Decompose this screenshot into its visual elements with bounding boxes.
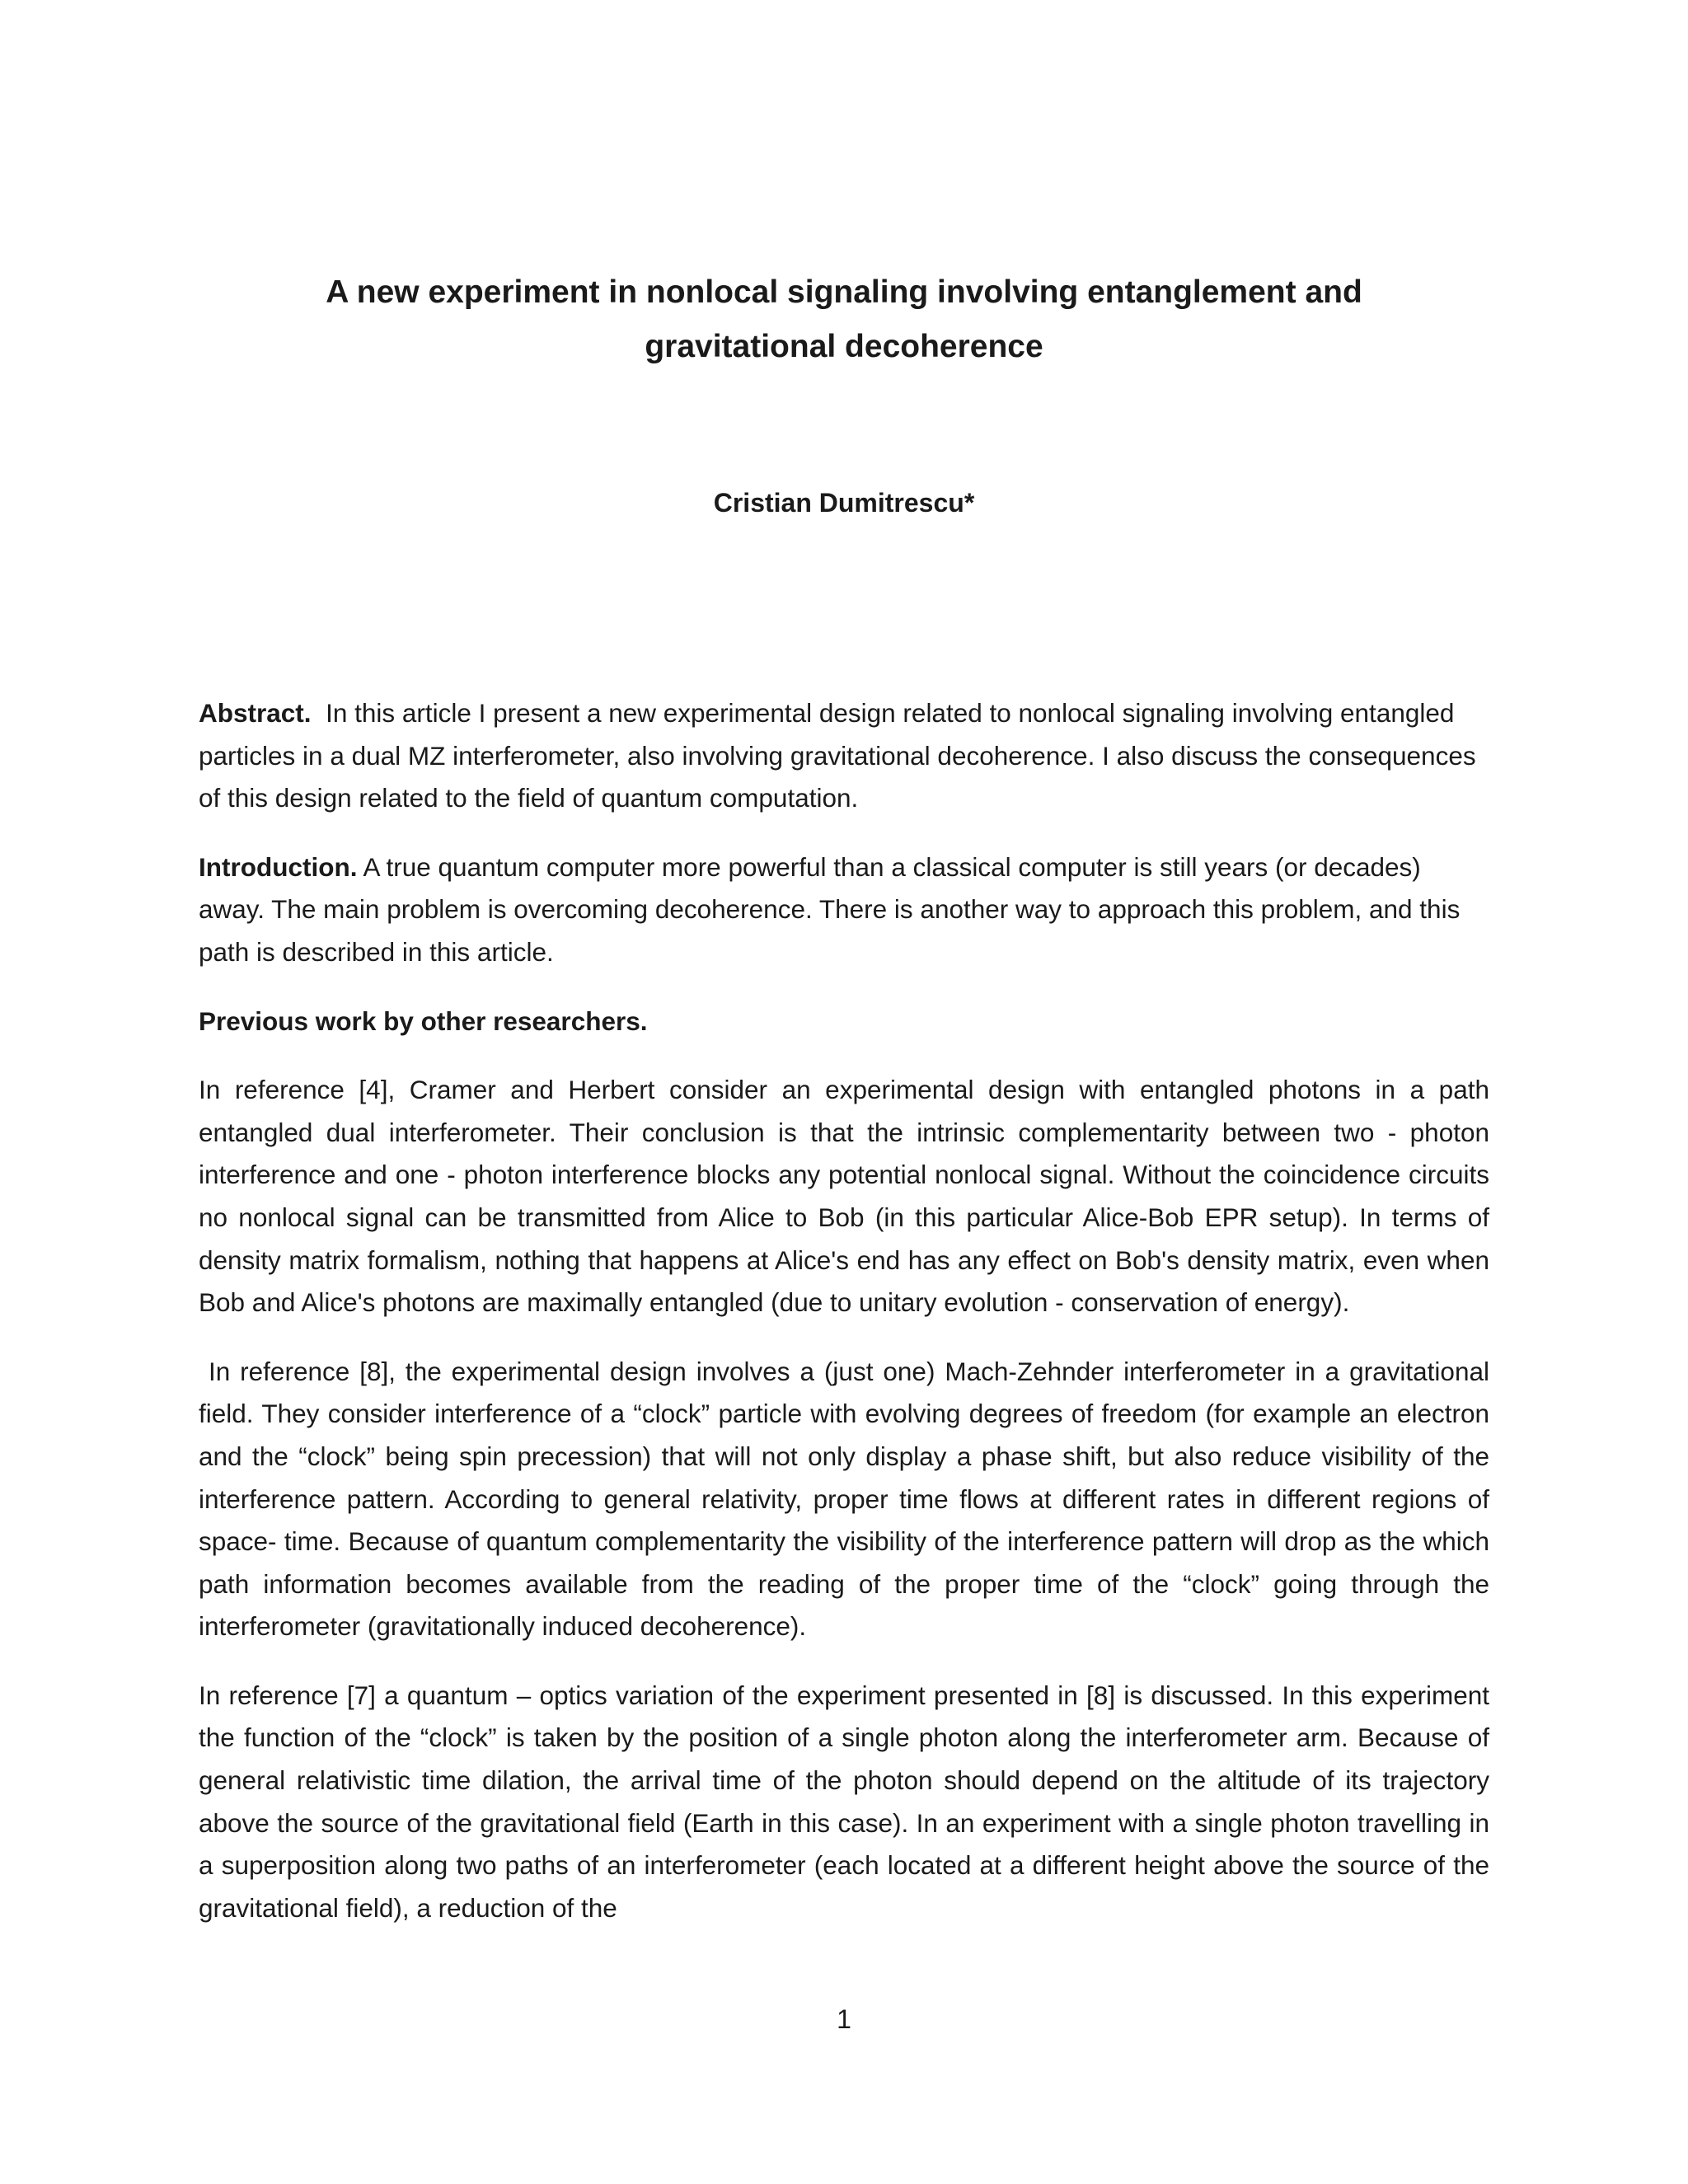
paper-title [198, 265, 1490, 374]
page-number: 1 [837, 2004, 851, 2034]
introduction-label: Introduction. [199, 851, 358, 882]
paragraph-reference-8-text: In reference [8], the experimental design involves a (just one) Mach-Zehnder interferometer in a gravitational field. They consider interference of a “clock” particle with evolving degrees of freedom (for example an electron and the “clock” being spin precession) that will not only display a phase shift, but also reduce visibility of the interference pattern. According to general relativity, proper time flows at different rates in different regions of space- time. Because of quantum complementarity the visibility of the interference pattern will drop as the which path information becomes available from the reading of the proper time of the “clock” going through the interferometer (gravitationally induced decoherence). [199, 1356, 1489, 1642]
abstract-label: Abstract. [199, 698, 312, 728]
abstract-text: In this article I present a new experimental design related to nonlocal signaling involving entangled particles in a dual MZ interferometer, also involving gravitational decoherence. I also discuss the consequences of this design related to the field of quantum computation. [199, 698, 1476, 813]
title-line-1: A new experiment in nonlocal signaling involving entanglement and [326, 274, 1362, 310]
paragraph-reference-8 [199, 1351, 1489, 1648]
body-text [199, 692, 1489, 1956]
introduction-text: A true quantum computer more powerful than a classical computer is still years (or decades) away. The main problem is overcoming decoherence. There is another way to approach this problem, and this path is described in this article. [199, 851, 1461, 967]
author-name: Cristian Dumitrescu* [713, 488, 975, 518]
paragraph-reference-7: In reference [7] a quantum – optics variation of the experiment presented in [8] is discussed. In this experiment the function of the “clock” is taken by the position of a single photon along the interferometer arm. Because of general relativistic time dilation, the arrival time of the photon should depend on the altitude of its trajectory above the source of the gravitational field (Earth in this case). In an experiment with a single photon travelling in a superposition along two paths of an interferometer (each located at a different height above the source of the gravitational field), a reduction of the [199, 1680, 1489, 1923]
introduction-paragraph [199, 846, 1489, 974]
paragraph-reference-4: In reference [4], Cramer and Herbert consider an experimental design with entangled photons in a path entangled dual interferometer. Their conclusion is that the intrinsic complementarity between two - photon interference and one - photon interference blocks any potential nonlocal signal. Without the coincidence circuits no nonlocal signal can be transmitted from Alice to Bob (in this particular Alice-Bob EPR setup). In terms of density matrix formalism, nothing that happens at Alice's end has any effect on Bob's density matrix, even when Bob and Alice's photons are maximally entangled (due to unitary evolution - conservation of energy). [199, 1075, 1489, 1318]
previous-work-heading: Previous work by other researchers. [199, 1005, 648, 1036]
abstract-paragraph [199, 692, 1489, 820]
title-line-2: gravitational decoherence [645, 329, 1043, 364]
